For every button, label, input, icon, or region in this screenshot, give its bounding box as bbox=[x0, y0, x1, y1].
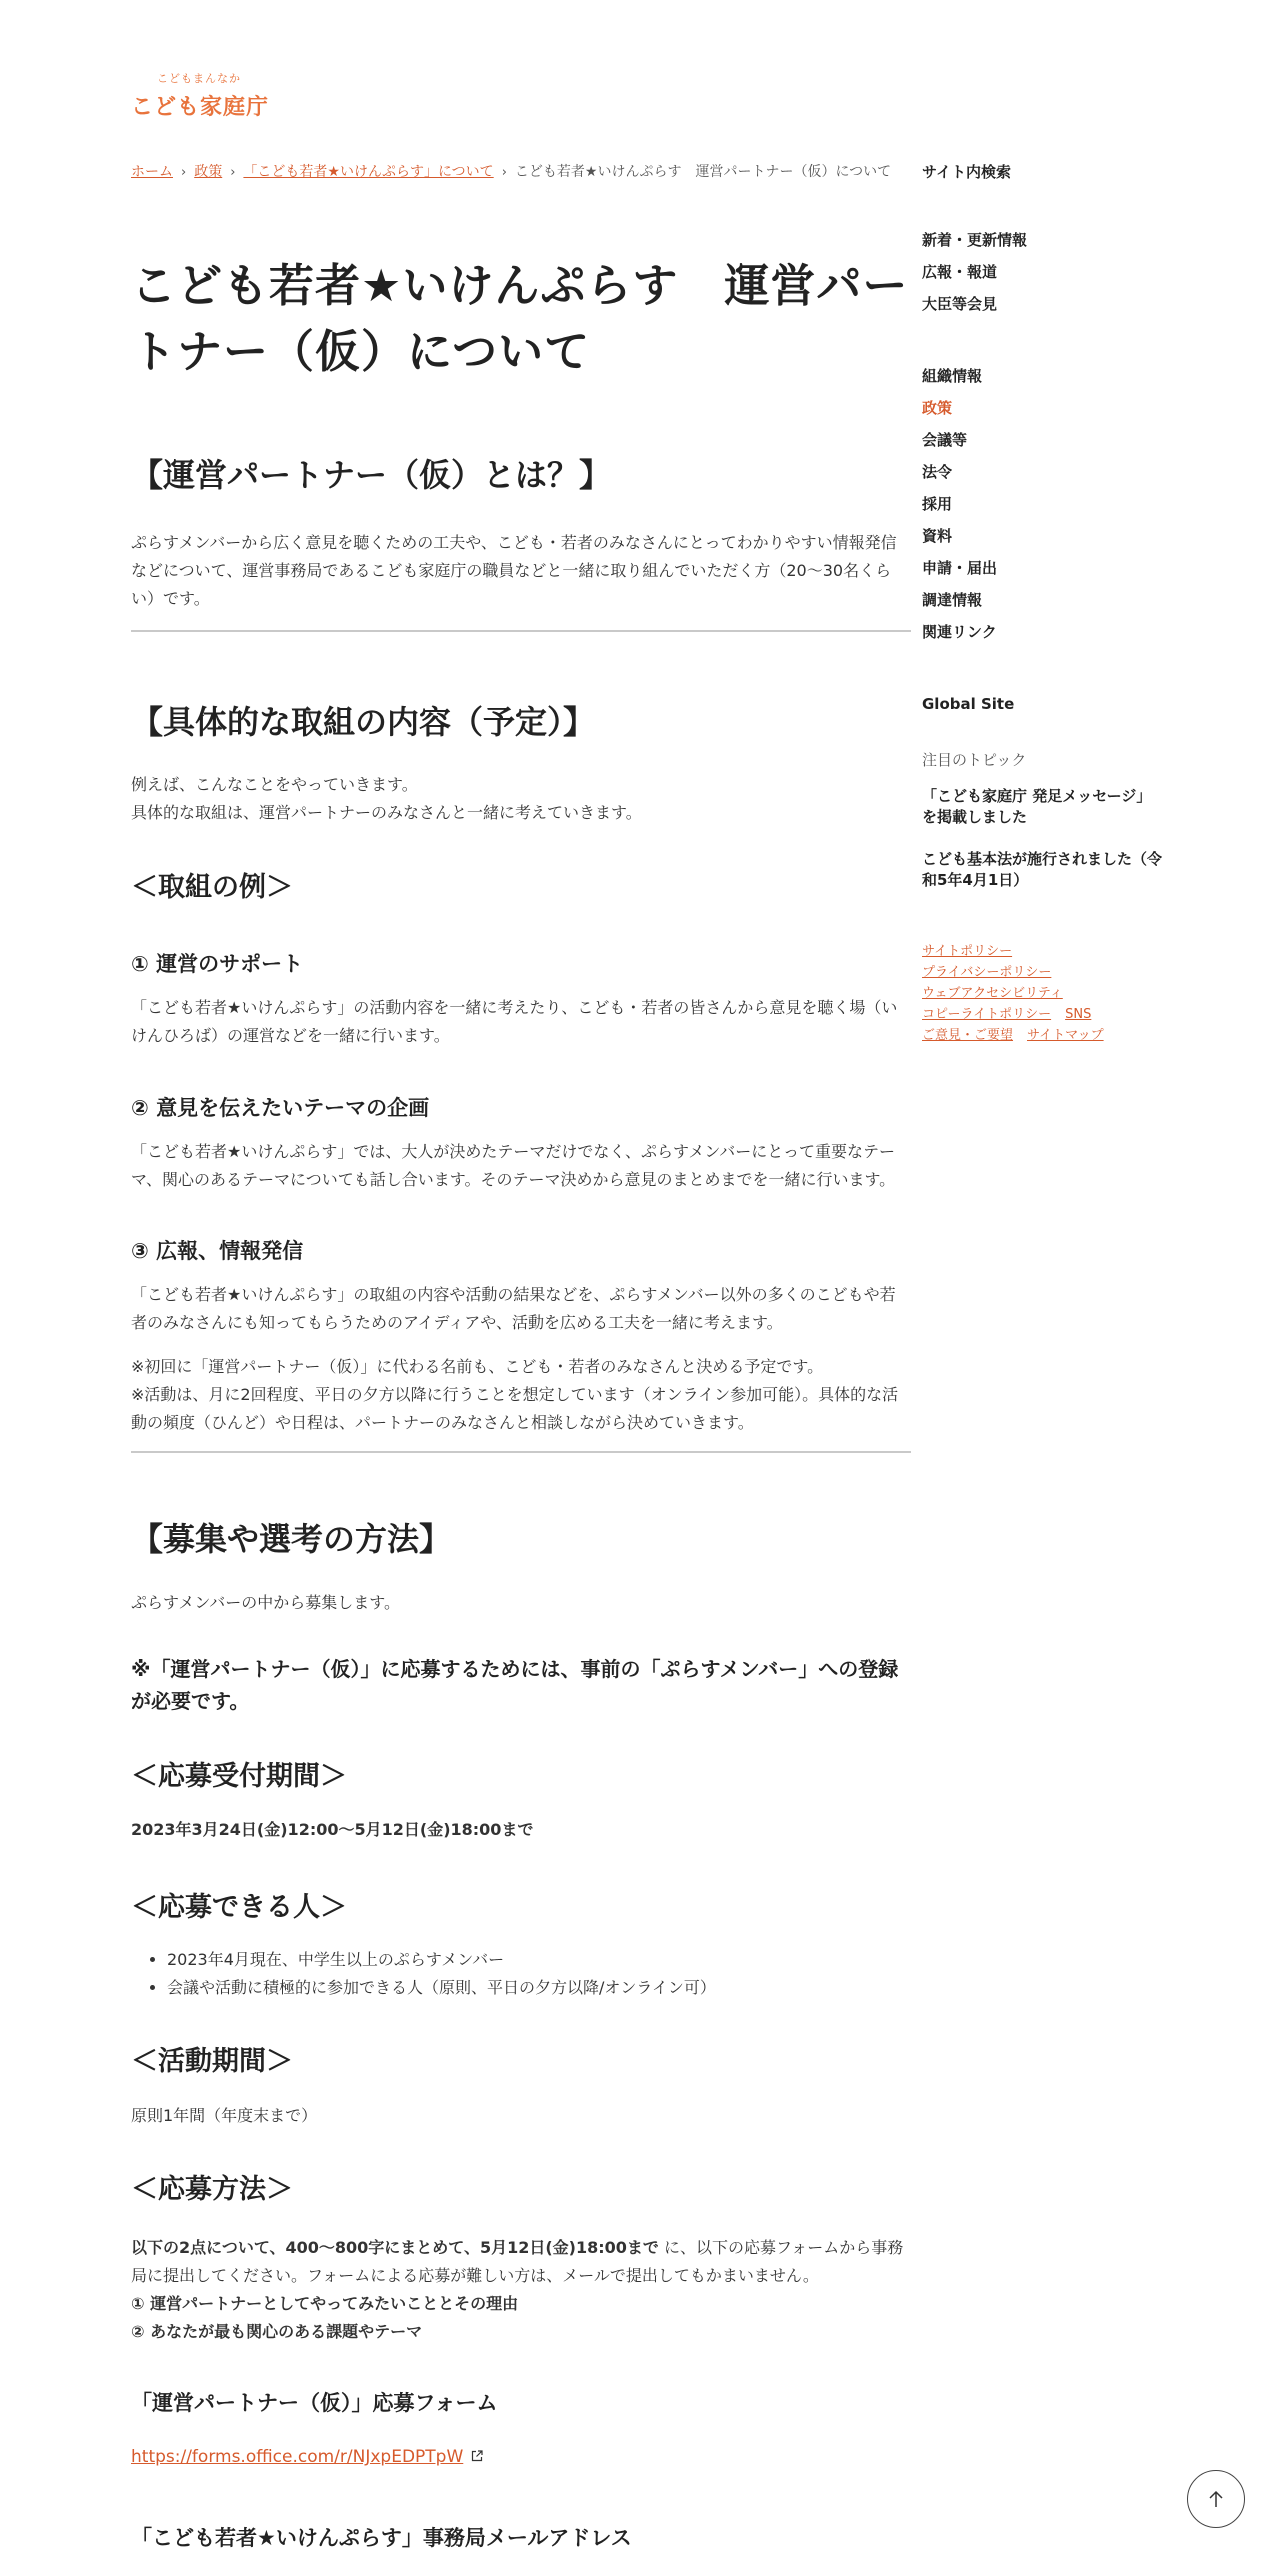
topic-link-launch-message[interactable]: 「こども家庭庁 発足メッセージ」を掲載しました bbox=[922, 787, 1152, 826]
sidebar-item-minister[interactable]: 大臣等会見 bbox=[922, 295, 998, 313]
logo-tagline: こどもまんなか bbox=[157, 72, 241, 85]
example3-body: 「こども若者★いけんぷらす」の取組の内容や活動の結果などを、ぷらすメンバー以外の多くのこどもや若者のみなさんにも知ってもらうためのアイディアや、活動を広める工夫を一緒に考えます。 bbox=[131, 1285, 896, 1332]
sidebar-item-documents[interactable]: 資料 bbox=[922, 527, 953, 545]
footer-link-privacy[interactable]: プライバシーポリシー bbox=[922, 965, 1052, 980]
footer-link-accessibility[interactable]: ウェブアクセシビリティ bbox=[922, 986, 1063, 1001]
application-form-heading: 「運営パートナー（仮）」応募フォーム bbox=[131, 2391, 498, 2415]
footer-links bbox=[922, 941, 1162, 1046]
activities-intro-line1: 例えば、こんなことをやっていきます。 bbox=[131, 775, 418, 794]
breadcrumb-separator: › bbox=[501, 165, 507, 180]
application-form-link-row bbox=[131, 2443, 911, 2471]
external-link-icon bbox=[471, 2450, 483, 2462]
sidebar-item-related-links[interactable]: 関連リンク bbox=[922, 623, 997, 641]
breadcrumb-home[interactable]: ホーム bbox=[131, 164, 173, 180]
how-to-apply-text: に、以下の応募フォームから事務局に提出してください。フォームによる応募が難しい方は、メールで提出してもかまいません。 bbox=[131, 2238, 904, 2285]
back-to-top-button[interactable] bbox=[1187, 2470, 1245, 2528]
eligibility-list bbox=[131, 1946, 911, 2002]
recruit-intro: ぷらすメンバーの中から募集します。 bbox=[131, 1593, 400, 1612]
application-period-heading: ＜応募受付期間＞ bbox=[131, 1761, 347, 1792]
how-to-apply-item1: ① 運営パートナーとしてやってみたいこととその理由 bbox=[131, 2294, 519, 2313]
sidebar-item-news[interactable]: 新着・更新情報 bbox=[922, 231, 1028, 249]
footer-link-copyright[interactable]: コピーライトポリシー bbox=[922, 1007, 1052, 1022]
sidebar-item-applications[interactable]: 申請・届出 bbox=[922, 559, 998, 577]
topics-label: 注目のトピック bbox=[922, 751, 1027, 769]
sidebar-item-global-site[interactable]: Global Site bbox=[922, 695, 1015, 713]
divider bbox=[131, 630, 911, 632]
site-logo[interactable] bbox=[131, 70, 281, 122]
sidebar-item-policy[interactable]: 政策 bbox=[922, 399, 953, 417]
examples-heading: ＜取組の例＞ bbox=[131, 872, 293, 903]
sidebar-item-press[interactable]: 広報・報道 bbox=[922, 263, 998, 281]
sidebar-item-organization[interactable]: 組織情報 bbox=[922, 367, 983, 385]
sidebar-item-recruitment[interactable]: 採用 bbox=[922, 495, 953, 513]
divider bbox=[131, 1451, 911, 1453]
list-item: • 会議や活動に積極的に参加できる人（原則、平日の夕方以降/オンライン可） bbox=[167, 1974, 911, 2002]
sidebar-item-laws[interactable]: 法令 bbox=[922, 463, 953, 481]
breadcrumb-separator: › bbox=[230, 165, 236, 180]
application-form-link[interactable]: https://forms.office.com/r/NJxpEDPTpW bbox=[131, 2447, 464, 2467]
footer-link-sns[interactable]: SNS bbox=[1065, 1007, 1092, 1022]
eligibility-heading: ＜応募できる人＞ bbox=[131, 1892, 347, 1923]
activities-intro bbox=[131, 771, 911, 827]
logo-text: こども家庭庁 bbox=[131, 95, 270, 120]
footer-link-sitemap[interactable]: サイトマップ bbox=[1027, 1028, 1104, 1043]
how-to-apply-deadline: 以下の2点について、400～800字にまとめて、5月12日(金)18:00まで bbox=[131, 2238, 659, 2257]
note-frequency: ※活動は、月に2回程度、平日の夕方以降に行うことを想定しています（オンライン参加可能）。具体的な活動の頻度（ひんど）や日程は、パートナーのみなさんと相談しながら決めていきます。 bbox=[131, 1385, 899, 1432]
note-name: ※初回に「運営パートナー（仮）」に代わる名前も、こども・若者のみなさんと決める予定です。 bbox=[131, 1357, 824, 1376]
example1-heading: ① 運営のサポート bbox=[131, 952, 304, 976]
example3-heading: ③ 広報、情報発信 bbox=[131, 1239, 304, 1263]
sidebar-group-global bbox=[922, 688, 1162, 720]
sidebar-group-main bbox=[922, 360, 1162, 648]
section-heading-recruit: 【募集や選考の方法】 bbox=[131, 1520, 452, 1558]
section-heading-activities: 【具体的な取組の内容（予定）】 bbox=[131, 703, 596, 741]
breadcrumb-separator: › bbox=[181, 165, 187, 180]
sidebar-item-procurement[interactable]: 調達情報 bbox=[922, 591, 983, 609]
list-item: • 2023年4月現在、中学生以上のぷらすメンバー bbox=[167, 1946, 911, 1974]
activity-period-heading: ＜活動期間＞ bbox=[131, 2046, 293, 2077]
example2-body: 「こども若者★いけんぷらす」では、大人が決めたテーマだけでなく、ぷらすメンバーにとって重要なテーマ、関心のあるテーマについても話し合います。そのテーマ決めから意見のまとめまでを一緒に行います。 bbox=[131, 1142, 896, 1189]
page-title: こども若者★いけんぷらす 運営パートナー（仮）について bbox=[131, 259, 909, 378]
breadcrumb bbox=[131, 160, 911, 185]
activities-notes bbox=[131, 1353, 911, 1437]
arrow-up-icon bbox=[1207, 2489, 1225, 2509]
sidebar-item-meetings[interactable]: 会議等 bbox=[922, 431, 968, 449]
mail-address-heading: 「こども若者★いけんぷらす」事務局メールアドレス bbox=[131, 2526, 632, 2550]
breadcrumb-current: こども若者★いけんぷらす 運営パートナー（仮）について bbox=[514, 164, 892, 180]
section-body-about: ぷらすメンバーから広く意見を聴くための工夫や、こども・若者のみなさんにとってわかりやすい情報発信などについて、運営事務局であるこども家庭庁の職員などと一緒に取り組んでいただく方（20～30名くらい）です。 bbox=[131, 533, 897, 608]
footer-link-feedback[interactable]: ご意見・ご要望 bbox=[922, 1028, 1014, 1043]
activity-period-value: 原則1年間（年度末まで） bbox=[131, 2106, 318, 2125]
sidebar bbox=[922, 160, 1162, 1046]
breadcrumb-parent[interactable]: 「こども若者★いけんぷらす」について bbox=[243, 164, 494, 180]
topic-link-basic-law[interactable]: こども基本法が施行されました（令和5年4月1日） bbox=[922, 850, 1163, 889]
application-period-value: 2023年3月24日(金)12:00～5月12日(金)18:00まで bbox=[131, 1820, 534, 1839]
site-search-link[interactable]: サイト内検索 bbox=[922, 163, 1011, 181]
main-content bbox=[131, 160, 911, 2553]
breadcrumb-policy[interactable]: 政策 bbox=[194, 164, 223, 180]
example2-heading: ② 意見を伝えたいテーマの企画 bbox=[131, 1096, 430, 1120]
recruit-requirement: ※「運営パートナー（仮）」に応募するためには、事前の「ぷらすメンバー」への登録が必要です。 bbox=[131, 1657, 899, 1713]
how-to-apply-heading: ＜応募方法＞ bbox=[131, 2174, 293, 2205]
example1-body: 「こども若者★いけんぷらす」の活動内容を一緒に考えたり、こども・若者の皆さんから意見を聴く場（いけんひろば）の運営などを一緒に行います。 bbox=[131, 998, 898, 1045]
how-to-apply-body bbox=[131, 2234, 911, 2346]
how-to-apply-item2: ② あなたが最も関心のある課題やテーマ bbox=[131, 2322, 423, 2341]
footer-link-site-policy[interactable]: サイトポリシー bbox=[922, 944, 1013, 959]
sidebar-group-news bbox=[922, 224, 1162, 320]
section-heading-about: 【運営パートナー（仮）とは？】 bbox=[131, 456, 612, 494]
activities-intro-line2: 具体的な取組は、運営パートナーのみなさんと一緒に考えていきます。 bbox=[131, 803, 642, 822]
